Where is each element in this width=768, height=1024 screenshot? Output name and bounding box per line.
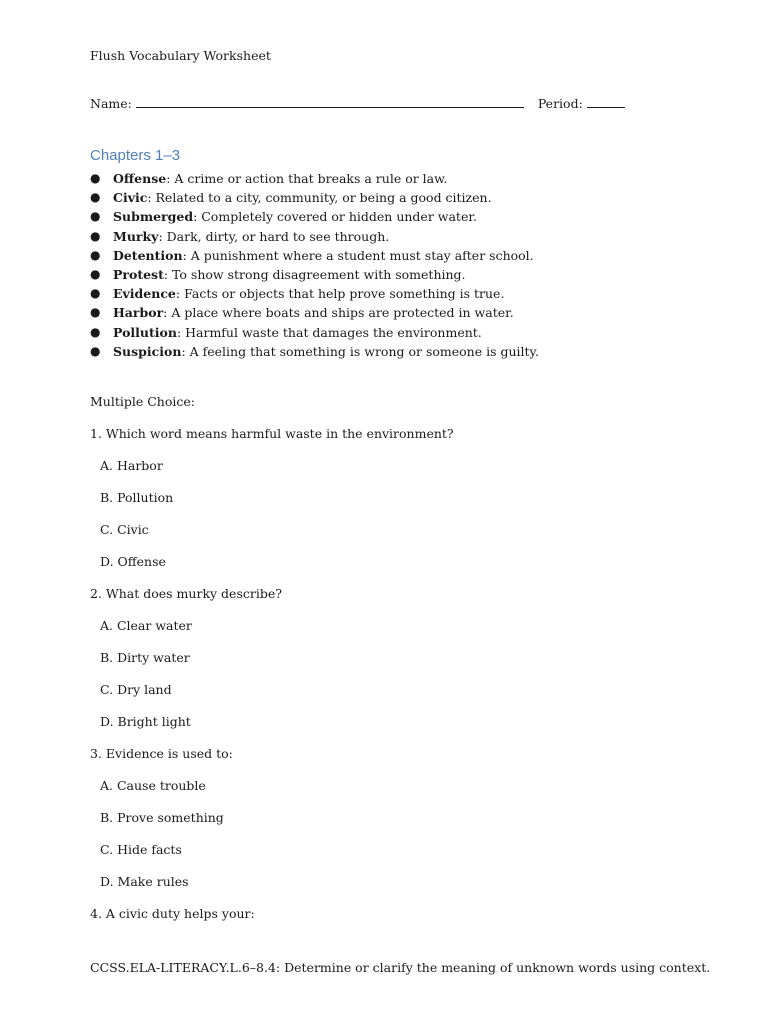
vocab-item [90,304,539,323]
bullet-icon: ● [90,228,101,243]
answer-option[interactable]: D. Make rules [100,874,189,889]
answer-option[interactable]: C. Hide facts [100,842,182,857]
vocab-item [90,324,539,343]
vocab-definition: : A place where boats and ships are protected in water. [163,305,514,321]
vocab-term: Murky [113,228,159,244]
vocab-definition: : Dark, dirty, or hard to see through. [158,228,390,244]
answer-option[interactable]: D. Bright light [100,714,191,729]
bullet-icon: ● [90,305,101,320]
answer-option[interactable]: A. Harbor [100,458,163,473]
bullet-icon: ● [90,190,101,205]
vocab-item [90,247,539,266]
vocab-definition: : Facts or objects that help prove something is true. [175,286,505,302]
vocab-term: Pollution [113,324,177,340]
vocab-definition: : Completely covered or hidden under water. [193,209,477,225]
name-period-row [90,96,625,112]
vocab-term: Protest [113,266,164,282]
answer-option[interactable]: B. Prove something [100,810,224,825]
bullet-icon: ● [90,209,101,224]
vocab-definition: : Harmful waste that damages the environment. [176,324,482,340]
vocab-definition: : To show strong disagreement with something. [163,266,466,282]
bullet-icon: ● [90,343,101,358]
bullet-icon: ● [90,286,101,301]
vocab-item [90,189,539,208]
vocab-definition: : Related to a city, community, or being a good citizen. [147,190,492,206]
question-prompt: 1. Which word means harmful waste in the environment? [90,426,454,441]
vocab-term: Civic [113,190,148,206]
worksheet-title: Flush Vocabulary Worksheet [90,48,271,63]
vocabulary-list [90,170,539,362]
vocab-item [90,266,539,285]
vocab-item [90,208,539,227]
vocab-term: Suspicion [113,343,182,359]
vocab-term: Evidence [113,286,176,302]
bullet-icon: ● [90,266,101,281]
vocab-term: Offense [113,171,167,186]
answer-option[interactable]: D. Offense [100,554,166,569]
vocab-definition: : A punishment where a student must stay after school. [182,247,534,263]
vocab-term: Submerged [113,209,194,225]
vocab-item [90,285,539,304]
answer-option[interactable]: A. Cause trouble [100,778,206,793]
standard-footer: CCSS.ELA-LITERACY.L.6–8.4: Determine or clarify the meaning of unknown words using context. [90,960,711,975]
question-prompt: 3. Evidence is used to: [90,746,233,761]
period-blank-line[interactable] [587,96,625,108]
vocab-item [90,228,539,247]
answer-option[interactable]: B. Dirty water [100,650,190,665]
vocab-term: Harbor [113,305,164,321]
answer-option[interactable]: A. Clear water [100,618,192,633]
vocab-definition: : A feeling that something is wrong or someone is guilty. [181,343,539,359]
period-label: Period: [537,96,583,111]
answer-option[interactable]: C. Civic [100,522,149,537]
vocab-item [90,343,539,362]
bullet-icon: ● [90,247,101,262]
name-blank-line[interactable] [136,96,524,108]
answer-option[interactable]: B. Pollution [100,490,174,505]
answer-option[interactable]: C. Dry land [100,682,172,697]
question-prompt: 2. What does murky describe? [90,586,282,601]
section-heading: Chapters 1–3 [90,147,181,164]
vocab-definition: : A crime or action that breaks a rule or law. [166,171,448,186]
question-prompt: 4. A civic duty helps your: [90,906,255,921]
bullet-icon: ● [90,324,101,339]
name-label: Name: [90,96,132,111]
vocab-term: Detention [113,247,183,263]
multiple-choice-heading: Multiple Choice: [90,394,195,409]
vocab-item [90,170,539,189]
bullet-icon: ● [90,171,101,185]
